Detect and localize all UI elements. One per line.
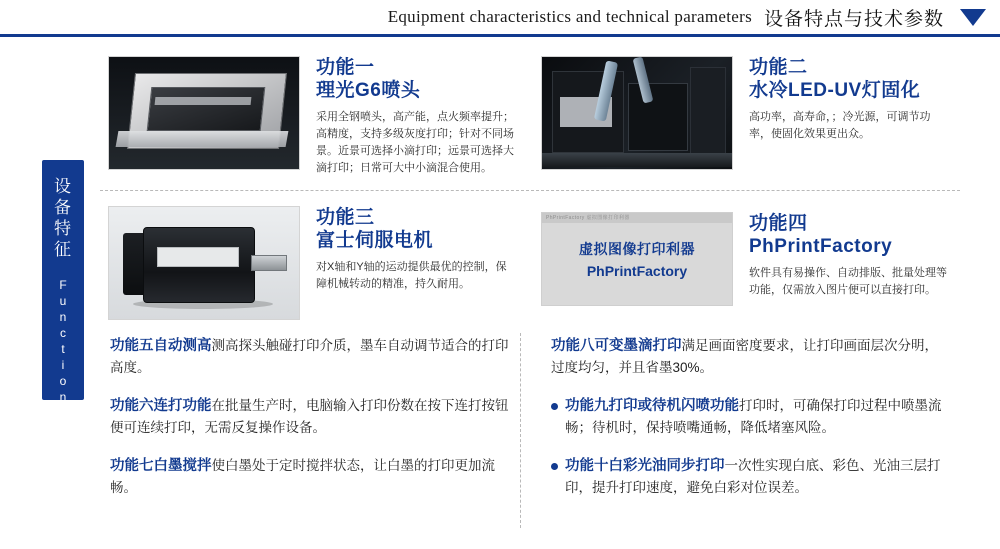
feature-four-desc: 软件具有易操作、自动排版、批量处理等功能，仅需放入图片便可以直接打印。: [749, 267, 947, 296]
feature-eight-text: 满足画面密度要求，让打印画面层次分明，过度均匀，并且省墨30%。: [551, 338, 938, 375]
feature-card-two: [541, 56, 949, 170]
triangle-down-icon: [960, 9, 986, 26]
software-box-line2: PhPrintFactory: [586, 263, 688, 279]
feature-card-four: [541, 212, 949, 306]
header-divider: [0, 34, 1000, 37]
list-item: [551, 455, 951, 499]
feature-three-desc: 对X轴和Y轴的运动提供最优的控制，保障机械转动的精准，持久耐用。: [316, 261, 507, 290]
feature-two-title-line1: 功能二: [749, 57, 808, 78]
ricoh-g6-printhead-photo: [108, 56, 300, 170]
feature-card-one: [108, 56, 516, 177]
water-cooled-led-uv-lamp-photo: [541, 56, 733, 170]
feature-two-desc: 高功率，高寿命，；冷光源，可调节功率，使固化效果更出众。: [749, 111, 931, 140]
phprintfactory-software-screenshot: [541, 212, 733, 306]
feature-three-title: [316, 206, 516, 252]
feature-ten-text: 一次性实现白底、彩色、光油三层打印，提升打印速度，避免白彩对位误差。: [565, 458, 941, 495]
feature-three-text: [316, 206, 516, 320]
list-item: [110, 455, 510, 499]
feature-one-desc: 采用全钢喷头，高产能，点火频率提升；高精度，支持多级灰度打印；针对不同场景。近景可选择小滴打印；远景可选择大滴打印；日常可大中小滴混合使用。: [316, 111, 514, 174]
side-tab-label-cn3: 特: [54, 219, 72, 238]
feature-one-title-line1: 功能一: [316, 57, 375, 78]
feature-seven-text: 使白墨处于定时搅拌状态，让白墨的打印更加流畅。: [110, 458, 495, 495]
bullet-icon: [551, 403, 558, 410]
side-tab-label-cn1: 设: [54, 177, 72, 196]
feature-four-title-line2: PhPrintFactory: [749, 236, 893, 257]
bullet-icon: [551, 463, 558, 470]
feature-four-text: [749, 212, 949, 306]
feature-six-text: 在批量生产时，电脑输入打印份数在按下连打按钮便可连续打印，无需反复操作设备。: [110, 398, 509, 435]
feature-one-text: [316, 56, 516, 177]
feature-three-title-line1: 功能三: [316, 207, 375, 228]
feature-two-title-line2: 水冷LED-UV灯固化: [749, 80, 921, 101]
feature-list-right: [551, 335, 951, 515]
list-item: [551, 335, 951, 379]
feature-seven-key: 功能七白墨搅拌: [110, 458, 212, 474]
fuji-servo-motor-photo: [108, 206, 300, 320]
feature-one-title-line2: 理光G6喷头: [316, 80, 421, 101]
feature-card-three: [108, 206, 516, 320]
feature-eight-key: 功能八可变墨滴打印: [551, 338, 682, 354]
software-titlebar: PhPrintFactory 虚拟图像打印利器: [542, 213, 732, 223]
feature-two-text: [749, 56, 949, 170]
list-item: [110, 395, 510, 439]
feature-four-title: [749, 212, 949, 258]
feature-one-title: [316, 56, 516, 102]
side-tab-label-cn4: 征: [54, 240, 72, 259]
side-tab-label-en: Function: [56, 278, 70, 406]
column-divider: [520, 333, 521, 528]
feature-nine-key: 功能九打印或待机闪喷功能: [565, 398, 739, 414]
list-item: [110, 335, 510, 379]
side-tab-function: [42, 160, 84, 406]
feature-ten-key: 功能十白彩光油同步打印: [565, 458, 725, 474]
feature-five-text: 测高探头触碰打印介质，墨车自动调节适合的打印高度。: [110, 338, 509, 375]
row-divider: [100, 190, 960, 191]
feature-three-title-line2: 富士伺服电机: [316, 230, 434, 251]
feature-two-title: [749, 56, 949, 102]
header-title-en: Equipment characteristics and technical parameters: [387, 7, 752, 26]
feature-nine-text: 打印时，可确保打印过程中喷墨流畅；待机时，保持喷嘴通畅，降低堵塞风险。: [565, 398, 942, 435]
feature-four-title-line1: 功能四: [749, 213, 808, 234]
side-tab-label-cn2: 备: [54, 198, 72, 217]
feature-list-left: [110, 335, 510, 515]
feature-five-key: 功能五自动测高: [110, 338, 212, 354]
header-title-cn: 设备特点与技术参数: [763, 8, 944, 30]
list-item: [551, 395, 951, 439]
page-header: [0, 0, 1000, 34]
feature-six-key: 功能六连打功能: [110, 398, 212, 414]
software-box-line1: 虚拟图像打印利器: [579, 241, 695, 257]
